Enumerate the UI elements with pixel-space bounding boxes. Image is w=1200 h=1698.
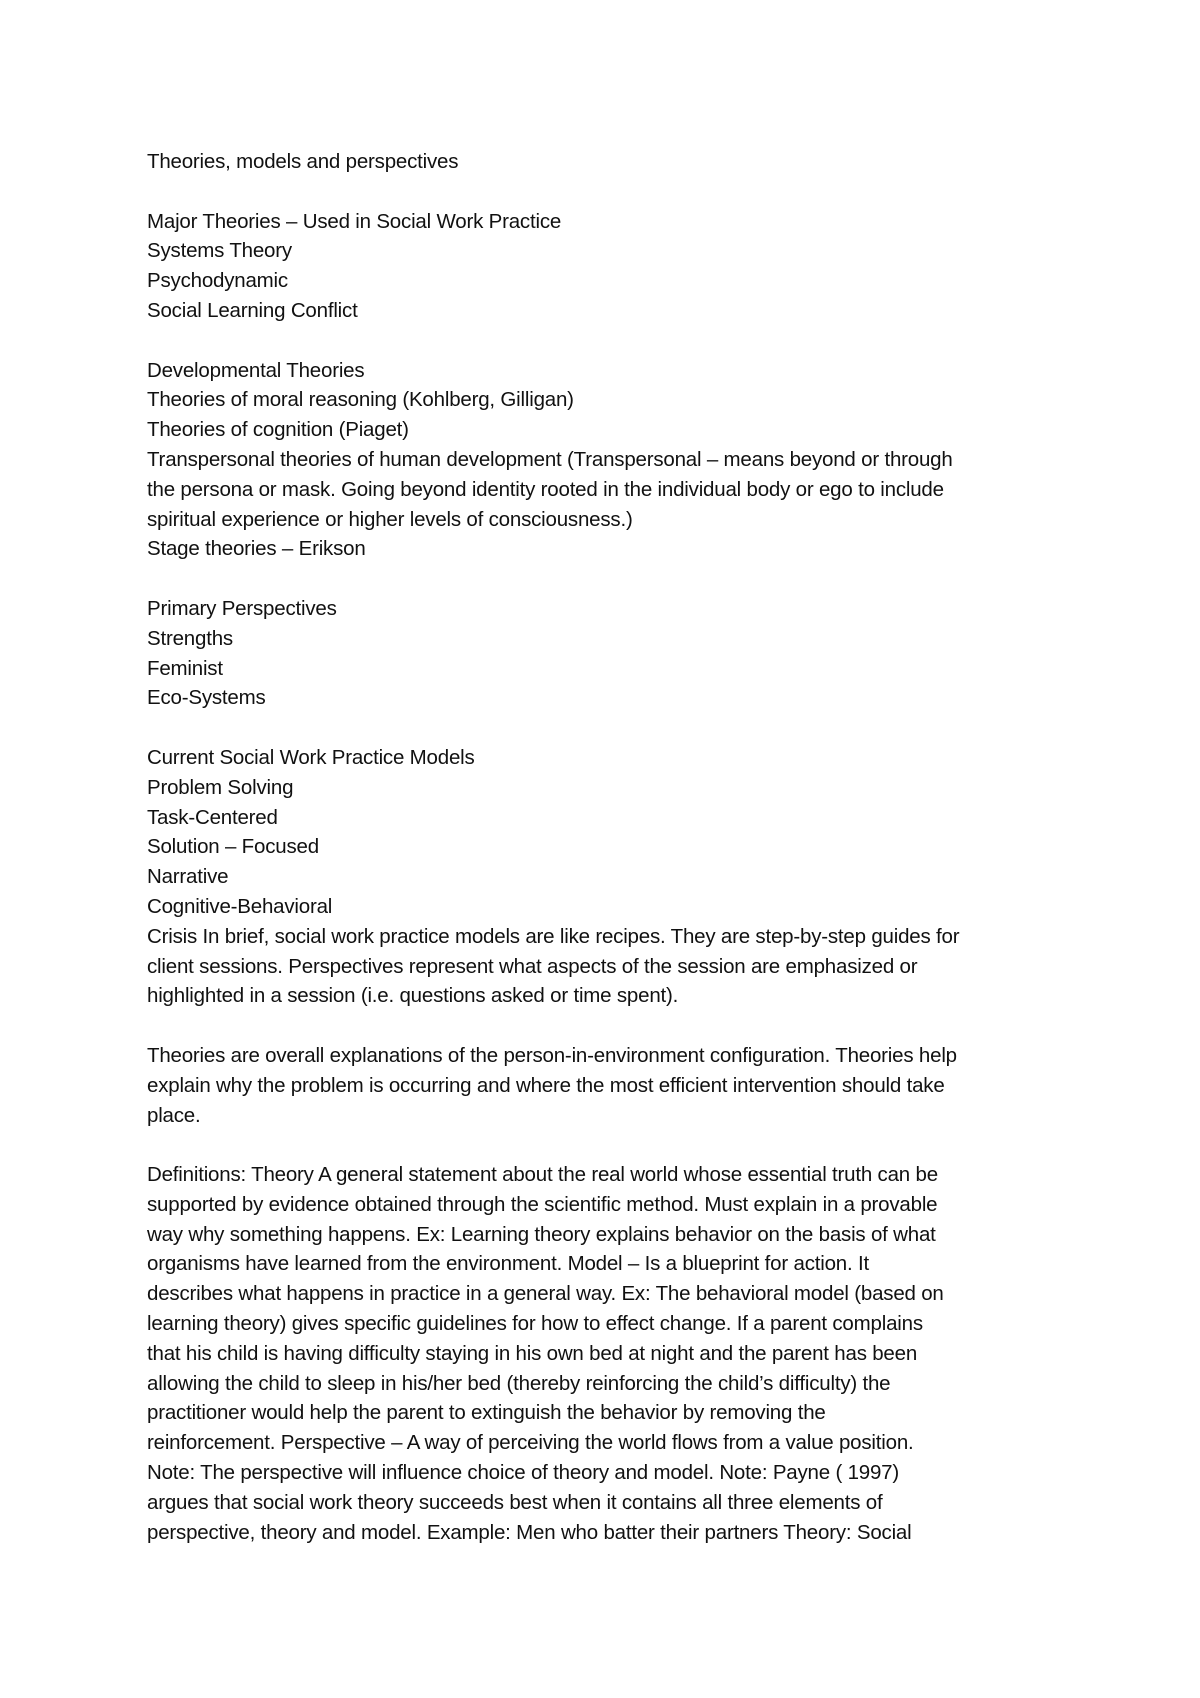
list-item: Social Learning Conflict <box>147 298 358 322</box>
section-heading-primary-perspectives: Primary Perspectives <box>147 596 337 620</box>
paragraph-line: allowing the child to sleep in his/her bed (thereby reinforcing the child’s difficulty) the <box>147 1371 891 1395</box>
blank-line <box>147 1130 1067 1160</box>
paragraph-line: argues that social work theory succeeds best when it contains all three elements of <box>147 1490 883 1514</box>
list-item: Task-Centered <box>147 805 278 829</box>
blank-line <box>147 713 1067 743</box>
paragraph-line: supported by evidence obtained through the scientific method. Must explain in a provable <box>147 1192 938 1216</box>
paragraph-line: explain why the problem is occurring and where the most efficient intervention should take <box>147 1073 945 1097</box>
paragraph-line: describes what happens in practice in a general way. Ex: The behavioral model (based on <box>147 1282 944 1306</box>
paragraph-line: organisms have learned from the environment. Model – Is a blueprint for action. It <box>147 1252 869 1276</box>
paragraph-line: learning theory) gives specific guidelines for how to effect change. If a parent complains <box>147 1312 923 1336</box>
list-item: Strengths <box>147 626 233 650</box>
document-body <box>147 147 1067 1547</box>
list-item: Narrative <box>147 865 229 889</box>
paragraph-line: way why something happens. Ex: Learning theory explains behavior on the basis of what <box>147 1222 936 1246</box>
list-item: Problem Solving <box>147 775 294 799</box>
blank-line <box>147 326 1067 356</box>
document-title: Theories, models and perspectives <box>147 150 459 173</box>
list-item: Cognitive-Behavioral <box>147 894 333 918</box>
list-item: Stage theories – Erikson <box>147 537 366 561</box>
list-item: Solution – Focused <box>147 835 319 859</box>
list-item: Theories of cognition (Piaget) <box>147 418 409 442</box>
list-item: Psychodynamic <box>147 269 288 293</box>
paragraph-line: place. <box>147 1103 201 1127</box>
paragraph-line: reinforcement. Perspective – A way of perceiving the world flows from a value position. <box>147 1431 914 1455</box>
list-item: the persona or mask. Going beyond identity rooted in the individual body or ego to include <box>147 477 944 501</box>
list-item: spiritual experience or higher levels of consciousness.) <box>147 507 633 531</box>
paragraph-line: Definitions: Theory A general statement about the real world whose essential truth can be <box>147 1163 938 1187</box>
paragraph-line: Note: The perspective will influence choice of theory and model. Note: Payne ( 1997) <box>147 1461 900 1485</box>
paragraph-line: that his child is having difficulty staying in his own bed at night and the parent has been <box>147 1341 918 1365</box>
list-item: Systems Theory <box>147 239 292 263</box>
list-item: Transpersonal theories of human development (Transpersonal – means beyond or through <box>147 447 953 471</box>
paragraph-line: highlighted in a session (i.e. questions asked or time spent). <box>147 984 679 1008</box>
list-item: Eco-Systems <box>147 686 266 710</box>
paragraph-line: Theories are overall explanations of the person-in-environment configuration. Theories help <box>147 1043 957 1067</box>
list-item: Feminist <box>147 656 223 680</box>
paragraph-line: perspective, theory and model. Example: Men who batter their partners Theory: Social <box>147 1520 912 1544</box>
blank-line <box>147 1011 1067 1041</box>
section-heading-major-theories: Major Theories – Used in Social Work Practice <box>147 209 562 233</box>
paragraph-line: practitioner would help the parent to extinguish the behavior by removing the <box>147 1401 826 1425</box>
section-heading-practice-models: Current Social Work Practice Models <box>147 745 475 769</box>
blank-line <box>147 564 1067 594</box>
blank-line <box>147 177 1067 207</box>
list-item: Theories of moral reasoning (Kohlberg, Gilligan) <box>147 388 574 412</box>
paragraph-line: client sessions. Perspectives represent what aspects of the session are emphasized or <box>147 954 918 978</box>
paragraph-line: Crisis In brief, social work practice models are like recipes. They are step-by-step guides for <box>147 924 960 948</box>
section-heading-developmental-theories: Developmental Theories <box>147 358 365 382</box>
